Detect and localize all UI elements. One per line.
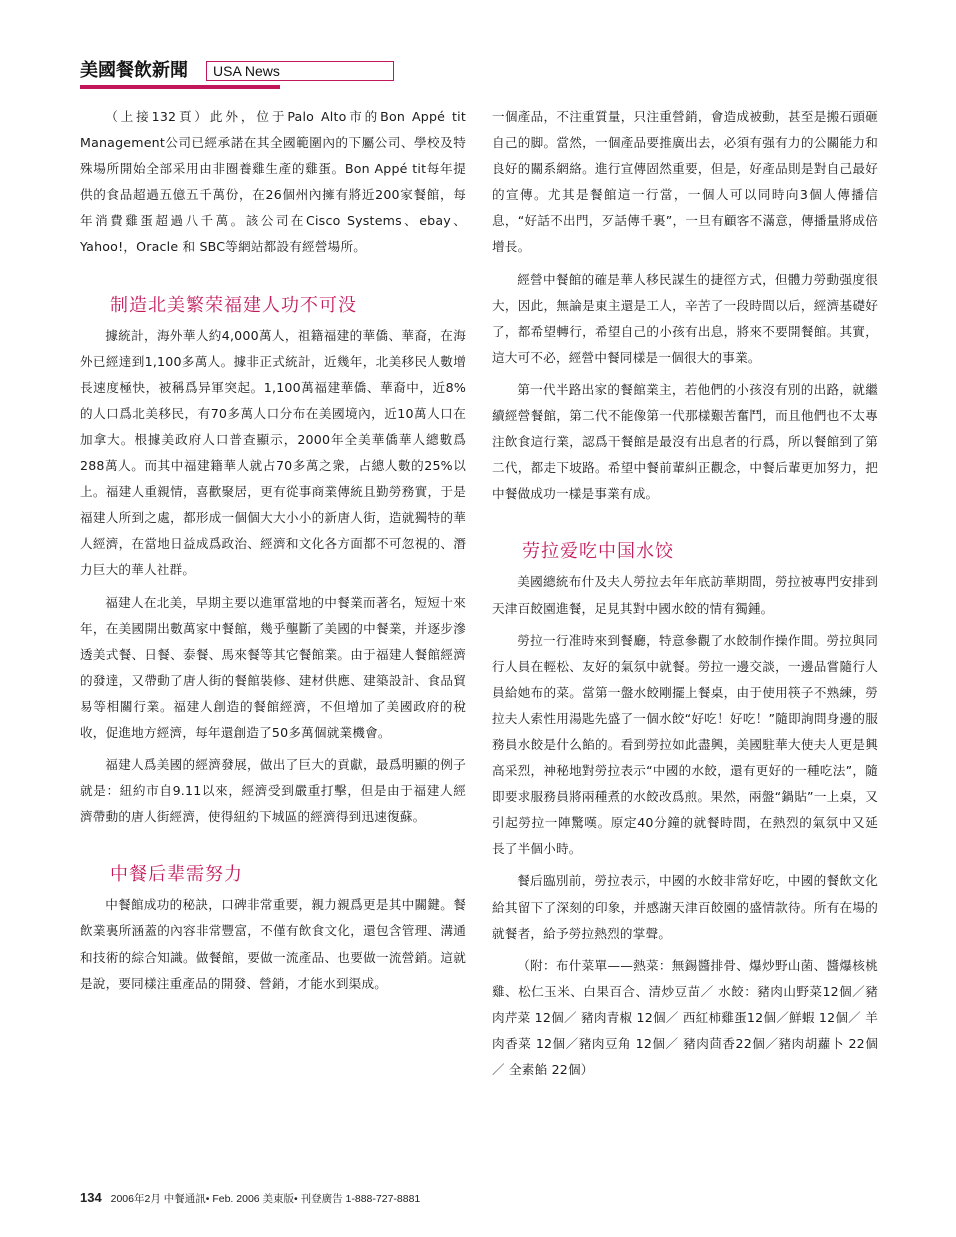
article-paragraph: 經營中餐館的確是華人移民謀生的捷徑方式，但體力勞動强度很大，因此，無論是東主還是工人，辛苦了一段時間以后，經濟基礎好了，都希望轉行，希望自己的小孩有出息，將來不要開餐館。其實，這大可不必，經營中餐同樣是一個很大的事業。	[492, 271, 878, 365]
brand-underline	[80, 85, 280, 89]
footer-text: 2006年2月 中餐通訊• Feb. 2006 美東版• 刊登廣告 1-888-727-8881	[110, 1193, 421, 1205]
page-number: 134	[80, 1190, 102, 1205]
magazine-brand: 美國餐飲新聞	[80, 60, 188, 81]
section-heading-future: 中餐后辈需努力	[110, 864, 243, 886]
left-column	[80, 104, 466, 1003]
section-heading-laura: 劳拉爱吃中国水饺	[522, 541, 674, 563]
article-paragraph: 據統計，海外華人約4,000萬人，祖籍福建的華僑、華裔，在海外已經達到1,100多萬人。據非正式統計，近幾年，北美移民人數增長速度極快，被稱爲异軍突起。1,100萬福建華僑、華裔中，近8%的人口爲北美移民，有70多萬人口分布在美國境內，近10萬人口在加拿大。根據美政府人口普查顯示，2000年全美華僑華人總數爲288萬人。而其中福建籍華人就占70多萬之衆，占總人數的25%以上。福建人重親情，喜歡聚居，更有從事商業傳統且勤勞務實，于是福建人所到之處，都形成一個個大大小小的新唐人街，造就獨特的華人經濟，在當地日益成爲政治、經濟和文化各方面都不可忽視的、潛力巨大的華人社群。	[80, 327, 466, 578]
menu-paragraph: （附：布什菜單——熱菜：無錫醬排骨、爆炒野山菌、醬爆核桃雞、松仁玉米、白果百合、清炒豆苗／ 水餃：豬肉山野菜12個／豬肉芹菜 12個／ 豬肉青椒 12個／ 西紅柿雞蛋12個／鮮蝦 12個／ 羊肉香菜 12個／豬肉豆角 12個／ 豬肉茴香22個／豬肉胡蘿卜 22個／ 全素餡 22個）	[492, 957, 878, 1078]
article-paragraph: 福建人爲美國的經濟發展，做出了巨大的貢獻，最爲明顯的例子就是：紐約市自9.11以來，經濟受到嚴重打擊，但是由于福建人經濟帶動的唐人街經濟，使得紐約下城區的經濟得到迅速復蘇。	[80, 757, 466, 825]
right-column	[492, 104, 878, 1089]
article-paragraph: （上接132頁）此外，位于Palo Alto市的Bon Appé tit Management公司已經承諾在其全國範圍內的下屬公司、學校及特殊場所開始全部采用由非圈養雞生產的雞蛋。Bon Appé tit每年提供的食品超過五億五千萬份，在26個州內擁有將近200家餐館，每年消費雞蛋超過八千萬。該公司在Cisco Systems、ebay、Yahoo!，Oracle 和 SBC等網站都設有經營場所。	[80, 109, 466, 255]
section-label: USA News	[206, 61, 394, 81]
article-paragraph: 中餐館成功的秘訣，口碑非常重要，親力親爲更是其中關鍵。餐飲業裏所涵蓋的內容非常豐富，不僅有飲食文化，還包含管理、溝通和技術的綜合知識。做餐館，要做一流產品、也要做一流營銷。這就是說，要同樣注重產品的開發、營銷，才能水到渠成。	[80, 897, 466, 991]
page-footer	[80, 1190, 420, 1206]
article-paragraph: 第一代半路出家的餐館業主，若他們的小孩沒有別的出路，就繼續經營餐館，第二代不能像第一代那樣艱苦奮鬥，而且他們也不太專注飲食這行業，認爲干餐館是最沒有出息者的行爲，所以餐館到了第二代，都走下坡路。希望中餐前輩糾正觀念，中餐后輩更加努力，把中餐做成功一樣是事業有成。	[492, 381, 878, 502]
article-paragraph: 一個產品，不注重質量，只注重營銷，會造成被動，甚至是搬石頭砸自己的脚。當然，一個產品要推廣出去，必須有强有力的公關能力和良好的關系網絡。進行宣傳固然重要，但是，好產品則是對自己最好的宣傳。尤其是餐館這一行當，一個人可以同時向3個人傳播信息，“好話不出門，歹話傳千裏”，一旦有顧客不滿意，傳播量將成倍增長。	[492, 109, 878, 255]
article-paragraph: 勞拉一行准時來到餐廳，特意參觀了水餃制作操作間。勞拉與同行人員在輕松、友好的氣氛中就餐。勞拉一邊交談，一邊品嘗隨行人員給她布的菜。當第一盤水餃剛擺上餐桌，由于使用筷子不熟練，勞拉夫人索性用湯匙先盛了一個水餃“好吃！好吃！”隨即詢問身邊的服務員水餃是什么餡的。看到勞拉如此盡興，美國駐華大使夫人更是興高采烈，神秘地對勞拉表示“中國的水餃，還有更好的一種吃法”，隨即要求服務員將兩種煮的水餃改爲煎。果然，兩盤“鍋貼”一上桌，又引起勞拉一陣驚嘆。原定40分鐘的就餐時間，在熱烈的氣氛中又延長了半個小時。	[492, 632, 878, 857]
page-header	[80, 58, 480, 94]
article-paragraph: 餐后臨別前，勞拉表示，中國的水餃非常好吃，中國的餐飲文化給其留下了深刻的印象，并感謝天津百餃園的盛情款待。所有在場的就餐者，給予勞拉熱烈的掌聲。	[492, 873, 878, 941]
article-paragraph: 美國總統布什及夫人勞拉去年年底訪華期間，勞拉被專門安排到天津百餃園進餐，足見其對中國水餃的情有獨鍾。	[492, 574, 878, 616]
section-heading-fujian: 制造北美繁荣福建人功不可没	[110, 294, 357, 316]
article-paragraph: 福建人在北美，早期主要以進軍當地的中餐業而著名，短短十來年，在美國開出數萬家中餐館，幾乎壟斷了美國的中餐業，并逐步滲透美式餐、日餐、泰餐、馬來餐等其它餐館業。由于福建人餐館經濟的發達，又帶動了唐人街的餐館裝修、建材供應、建築設計、食品貿易等相關行業。福建人創造的餐館經濟，不但增加了美國政府的稅收，促進地方經濟，每年還創造了50多萬個就業機會。	[80, 594, 466, 740]
